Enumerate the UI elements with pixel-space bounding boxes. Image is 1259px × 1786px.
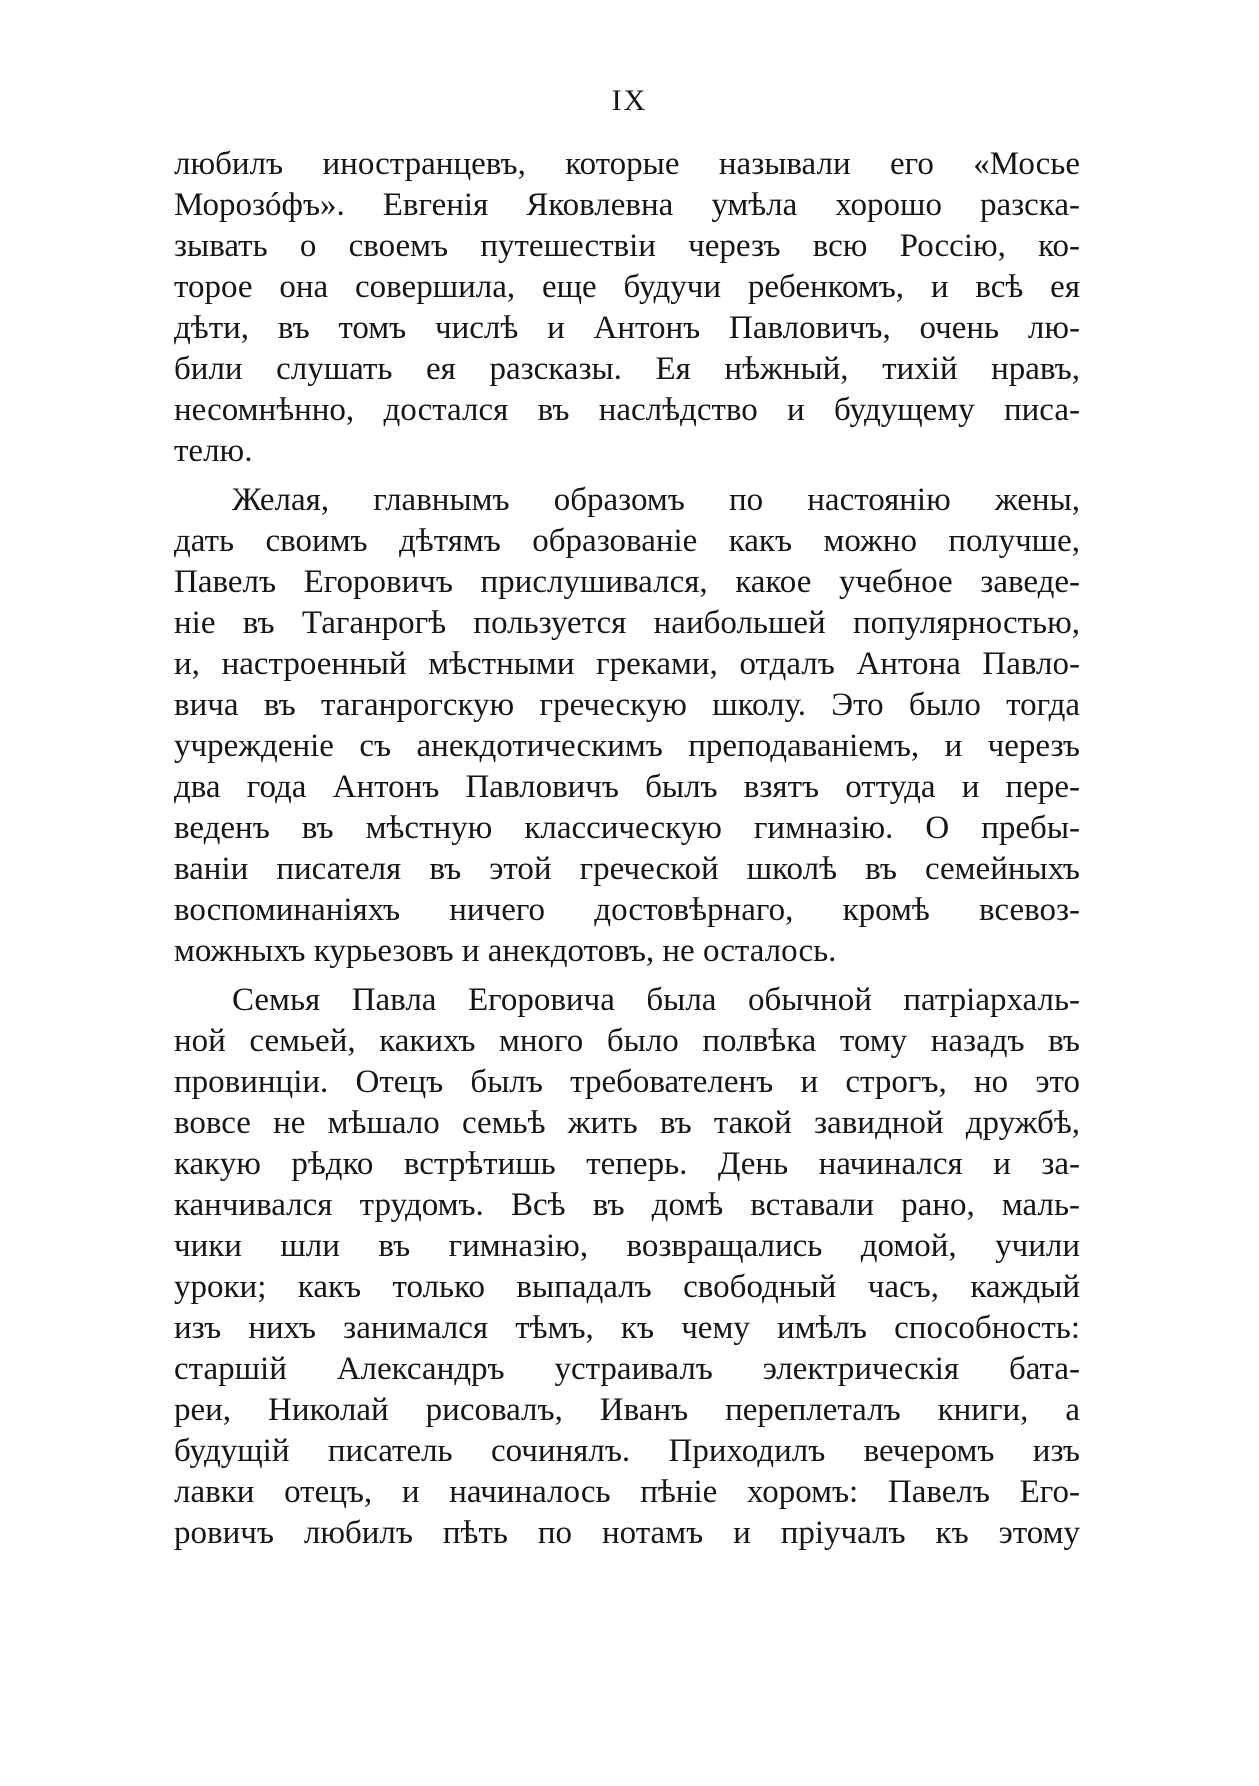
text-line: телю. bbox=[174, 433, 253, 469]
text-line: били слушать ея разсказы. Ея нѣжный, тихій нравъ, bbox=[174, 351, 1080, 387]
text-line: учрежденіе съ анекдотическимъ преподаваніемъ, и черезъ bbox=[174, 728, 1080, 764]
text-line: зывать о своемъ путешествіи черезъ всю Россію, ко- bbox=[174, 228, 1080, 264]
text-line: ной семьей, какихъ много было полвѣка тому назадъ въ bbox=[174, 1023, 1080, 1059]
text-line: можныхъ курьезовъ и анекдотовъ, не осталось. bbox=[174, 933, 837, 969]
text-line: ровичъ любилъ пѣть по нотамъ и пріучалъ къ этому bbox=[174, 1515, 1080, 1551]
text-line: изъ нихъ занимался тѣмъ, къ чему имѣлъ способность: bbox=[174, 1310, 1080, 1346]
text-line: реи, Николай рисовалъ, Иванъ переплеталъ книги, а bbox=[174, 1392, 1080, 1428]
text-line: лавки отецъ, и начиналось пѣніе хоромъ: Павелъ Его- bbox=[174, 1474, 1080, 1510]
text-line: уроки; какъ только выпадалъ свободный часъ, каждый bbox=[174, 1269, 1080, 1305]
text-line: торое она совершила, еще будучи ребенкомъ, и всѣ ея bbox=[174, 269, 1080, 305]
text-line: два года Антонъ Павловичъ былъ взятъ оттуда и пере- bbox=[174, 769, 1080, 805]
text-line: Павелъ Егоровичъ прислушивался, какое учебное заведе- bbox=[174, 564, 1080, 600]
text-line: Морозóфъ». Евгенія Яковлевна умѣла хорошо разска- bbox=[174, 187, 1080, 223]
text-line: какую рѣдко встрѣтишь теперь. День начинался и за- bbox=[174, 1146, 1080, 1182]
paragraph-2 bbox=[174, 480, 1080, 972]
text-line: канчивался трудомъ. Всѣ въ домѣ вставали рано, маль- bbox=[174, 1187, 1080, 1223]
paragraph-1 bbox=[174, 144, 1080, 472]
text-line: веденъ въ мѣстную классическую гимназію. О пребы- bbox=[174, 810, 1080, 846]
text-line: воспоминаніяхъ ничего достовѣрнаго, кромѣ всевоз- bbox=[174, 892, 1080, 928]
text-line: будущій писатель сочинялъ. Приходилъ вечеромъ изъ bbox=[174, 1433, 1080, 1469]
body-text bbox=[174, 144, 1080, 1554]
text-line: чики шли въ гимназію, возвращались домой, учили bbox=[174, 1228, 1080, 1264]
text-line: Семья Павла Егоровича была обычной патріархаль- bbox=[232, 982, 1080, 1018]
page-number: IX bbox=[611, 84, 648, 117]
paragraph-3 bbox=[174, 980, 1080, 1554]
text-line: несомнѣнно, достался въ наслѣдство и будущему писа- bbox=[174, 392, 1080, 428]
text-line: вича въ таганрогскую греческую школу. Это было тогда bbox=[174, 687, 1080, 723]
text-line: ніе въ Таганрогѣ пользуется наибольшей популярностью, bbox=[174, 605, 1080, 641]
text-line: дать своимъ дѣтямъ образованіе какъ можно получше, bbox=[174, 523, 1080, 559]
text-line: любилъ иностранцевъ, которые называли его «Мосье bbox=[174, 146, 1080, 182]
text-line: ваніи писателя въ этой греческой школѣ въ семейныхъ bbox=[174, 851, 1080, 887]
text-line: и, настроенный мѣстными греками, отдалъ Антона Павло- bbox=[174, 646, 1080, 682]
text-line: дѣти, въ томъ числѣ и Антонъ Павловичъ, очень лю- bbox=[174, 310, 1080, 346]
text-line: провинціи. Отецъ былъ требователенъ и строгъ, но это bbox=[174, 1064, 1080, 1100]
text-line: вовсе не мѣшало семьѣ жить въ такой завидной дружбѣ, bbox=[174, 1105, 1080, 1141]
text-line: Желая, главнымъ образомъ по настоянію жены, bbox=[232, 482, 1080, 518]
text-line: старшій Александръ устраивалъ электрическія бата- bbox=[174, 1351, 1080, 1387]
